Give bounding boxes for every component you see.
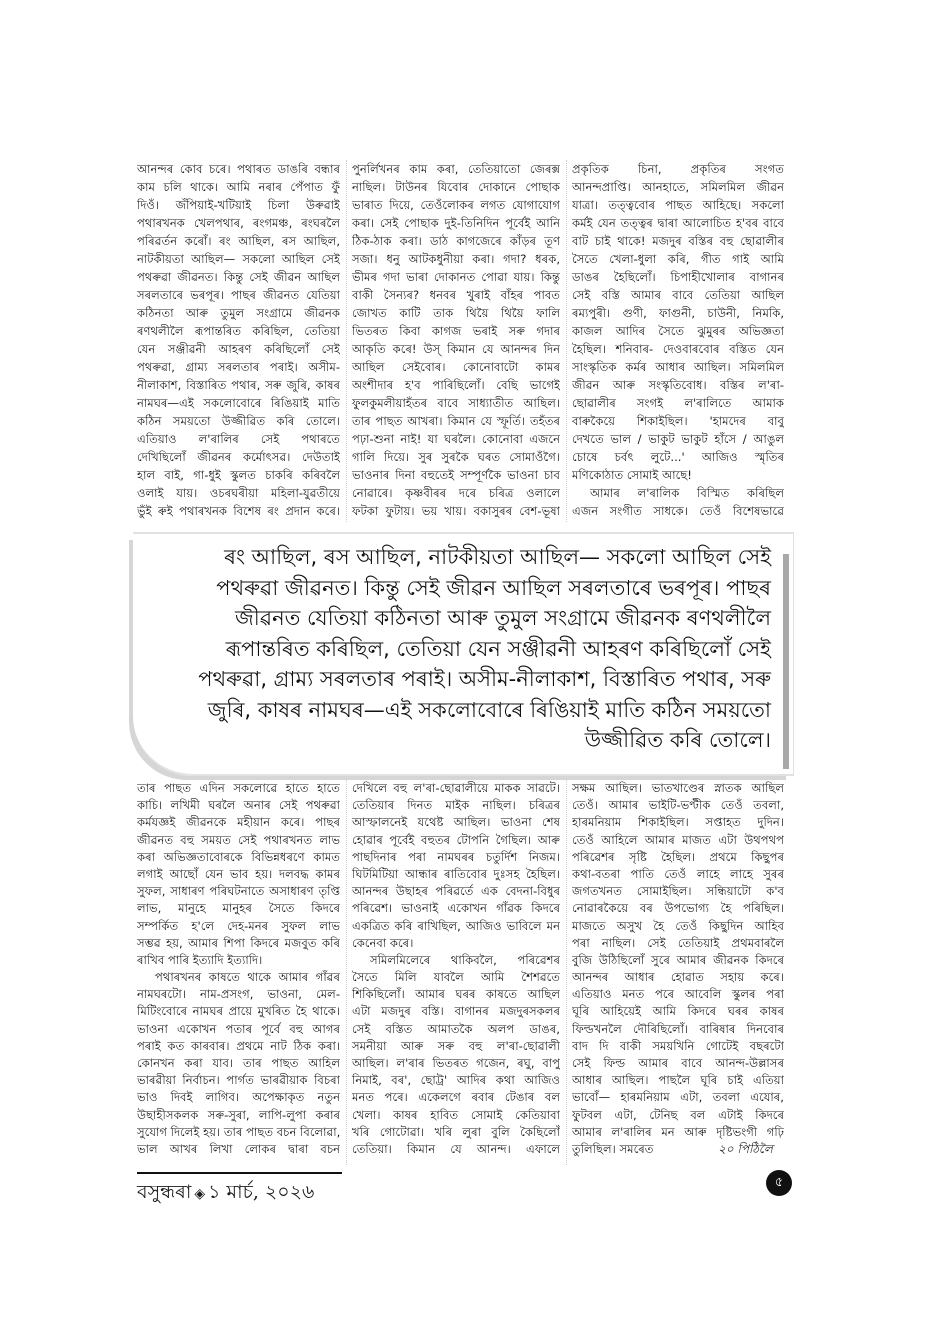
text-line: কেনেবা কৰে।	[352, 935, 414, 950]
text-line: ফিল্ডখনলৈ দৌৰিছিলোঁ। বাৰিষাৰ দিনবোৰ	[572, 1021, 784, 1036]
text-line: ভাওনা একোখন পতাৰ পূৰ্বে বহু আগৰ	[137, 1021, 340, 1036]
text-line: আস্ফালনেই যথেষ্ট আছিল। ভাওনা শেষ	[352, 815, 560, 830]
text-line: ভাৰৱীয়া নিৰ্বাচন। পাৰ্গত ভাৰৱীয়াক বিচৰা	[137, 1073, 340, 1088]
text-line: ঘিটমিটিয়া আন্ধাৰ ৰাতিবোৰ দুঃসহ হৈছিল।	[352, 866, 560, 881]
text-line: দিওঁ। জঁপিয়াই-খটিয়াই চিলা উৰুৱাই	[137, 198, 340, 212]
text-line: নিমাই, বৰ', ছোট্ৰ' আদিৰ কথা আজিও	[352, 1073, 560, 1088]
text-line: মিটিংবোৰে নামঘৰ প্ৰায়ে মুখৰিত হৈ থাকে।	[137, 1004, 340, 1019]
text-line: আছিল। ল'ৰাৰ ভিতৰত গজেন, ৰঘু, বাপু	[352, 1056, 560, 1070]
text-line: আনন্দপ্ৰাপ্তি। আনহাতে, সমিলমিল জীৱন	[572, 180, 784, 194]
text-line: হৈছিল। শনিবাৰ- দেওবাৰবোৰ বস্তিত যেন	[572, 342, 784, 356]
continued-on-page: ২০ পিঠিলৈ	[718, 1142, 773, 1156]
text-line: ঠিক-ঠাক কৰা। ডাঠ কাগজেৰে কাঁড়ৰ তূণ	[352, 234, 560, 248]
text-line: সৰলতাৰে ভৰপূৰ। পাছৰ জীৱনত যেতিয়া	[137, 288, 340, 302]
text-line: সজা। ধনু আটকধুনীয়া কৰা। গদা? ধৰক,	[352, 252, 560, 266]
pull-quote-line: পথৰুৱা জীৱনত। কিন্তু সেই জীৱন আছিল সৰলতাৰে ভৰপূৰ। পাছৰ	[216, 575, 771, 600]
text-line: ভীমৰ গদা ভাৰা দোকানত পোৱা যায়। কিন্তু	[352, 270, 560, 284]
magazine-name: বসুন্ধৰা	[137, 1181, 192, 1203]
text-line: উছাহীসকলক সৰু-সুৰা, লাপি-লুপা কৰাৰ	[137, 1107, 340, 1122]
text-line: পথৰুৱা জীৱনত। কিন্তু সেই জীৱন আছিল	[137, 270, 340, 284]
column-divider	[346, 160, 347, 522]
text-line: আকৃতি কৰে! উস্ কিমান যে আনন্দৰ দিন	[352, 342, 560, 356]
text-line: পথাৰখনৰ কাষতে থাকে আমাৰ গাঁৱৰ	[155, 970, 340, 985]
text-line: পুনৰ্লিখনৰ কাম কৰা, তেতিয়াতো জেৰক্স	[352, 162, 560, 176]
text-line: সেই বস্তি আমাৰ বাবে তেতিয়া আছিল	[572, 288, 784, 302]
text-line: ভাবোঁ— হাৰমনিয়াম এটা, তবলা এযোৰ,	[572, 1090, 784, 1105]
text-line: শিকিছিলোঁ। আমাৰ ঘৰৰ কাষতে আছিল	[352, 987, 560, 1002]
text-line: ছোৱালীৰ সংগই ল'ৰালিতে আমাক	[572, 396, 784, 410]
text-line: আমাৰ ল'ৰালিক বিস্মিত কৰিছিল	[590, 486, 784, 500]
text-line: ভাৰাত দিয়ে, তেওঁলোকৰ লগত যোগাযোগ	[352, 198, 560, 212]
text-line: মণিকোঠাত সোমাই আছে!	[572, 468, 692, 482]
text-line: সাংস্কৃতিক কৰ্মৰ আধাৰ আছিল। সমিলমিল	[572, 360, 784, 374]
top-column-3	[572, 160, 784, 520]
text-line: জগতখনত সোমাইছিল। সন্ধিয়াটো ক'ব	[572, 884, 784, 899]
text-line: ভাল আখৰ লিখা লোকৰ দ্বাৰা বচন	[137, 1141, 340, 1156]
text-line: ভাওনাৰ দিনা বহুতেই সম্পূৰ্ণকৈ ভাওনা চাব	[352, 468, 560, 482]
text-line: কাম চলি থাকে। আমি নৰাৰ পেঁপাত ফুঁ	[137, 180, 340, 194]
text-line: খৰি গোটোৱা। খৰি লুৰা বুলি কৈছিলোঁ	[352, 1124, 560, 1139]
text-line: পৰিৱেশ। ভাওনাই একোখন গাঁৱক কিদৰে	[352, 901, 560, 916]
text-line: আনন্দৰ কোব চৰে। পথাৰত ডাঙৰি বন্ধাৰ	[137, 162, 340, 176]
text-line: দেখিছিলোঁ জীৱনৰ কৰ্মোৎসৱ। দেউতাই	[137, 450, 340, 464]
text-line: নোৱাৰে। কৃষ্ণবীৰৰ দৰে চৰিত্ৰ ওলালে	[352, 486, 560, 500]
text-line: যাত্ৰা। তত্ত্ববোৰ পাছত আহিছে। সকলো	[572, 198, 784, 212]
text-line: হাল বাই, গা-ধুই স্কুলত চাকৰি কৰিবলৈ	[137, 468, 340, 482]
text-line: পৰিৱৰ্তন কৰোঁ। ৰং আছিল, ৰস আছিল,	[137, 234, 340, 248]
pull-quote-line: পথৰুৱা, গ্ৰাম্য সৰলতাৰ পৰাই। অসীম-নীলাকাশ, বিস্তাৰিত পথাৰ, সৰু	[198, 667, 771, 691]
text-line: জীৱন আৰু সংস্কৃতিবোধ। বস্তিৰ ল'ৰা-	[572, 378, 784, 392]
text-line: আনন্দৰ আধাৰ হোৱাত সহায় কৰে।	[572, 970, 784, 985]
text-line: বাদ দি বাকী সময়খিনি গোটেই বছৰটো	[572, 1038, 784, 1053]
pull-quote	[133, 532, 794, 776]
top-column-1	[137, 160, 340, 520]
text-line: অংশীদাৰ হ'ব পাৰিছিলোঁ। বেছি ভাগেই	[352, 378, 560, 392]
text-line: বুজি উঠিছিলোঁ সুৰে আমাৰ জীৱনক কিদৰে	[572, 952, 784, 967]
text-line: কৰ্মযজ্ঞই জীৱনকে মহীয়ান কৰে। পাছৰ	[137, 815, 340, 830]
text-line: তেওঁ। আমাৰ ভাইটি-ভণ্টীক তেওঁ তবলা,	[572, 798, 784, 813]
text-line: সৈতে খেলা-ধুলা কৰি, গীত গাই আমি	[572, 252, 784, 266]
text-line: সেই ফিল্ড আমাৰ বাবে আনন্দ-উল্লাসৰ	[572, 1056, 784, 1070]
text-line: সম্ভৱ হয়, আমাৰ শিপা কিদৰে মজবুত কৰি	[137, 935, 340, 950]
text-line: সুযোগ দিলেই হয়। তাৰ পাছত বচন বিলোৱা,	[137, 1124, 340, 1139]
top-column-2	[352, 160, 560, 520]
text-line: বাট চাই থাকে! মজদুৰ বস্তিৰ বহু ছোৱালীৰ	[572, 234, 784, 248]
text-line: কাজল আদিৰ সৈতে ঝুমুৰৰ অভিজ্ঞতা	[572, 324, 784, 338]
text-line: সৈতে মিলি যাবলৈ আমি শৈশৱতে	[352, 970, 560, 985]
pull-quote-line: ৰূপান্তৰিত কৰিছিল, তেতিয়া যেন সঞ্জীৱনী আহৰণ কৰিছিলোঁ সেই	[225, 636, 771, 661]
text-line: লাভ, মানুহে মানুহৰ সৈতে কিদৰে	[137, 901, 340, 916]
text-line: কাচি। লখিমী ঘৰলৈ অনাৰ সেই পথৰুৱা	[137, 798, 340, 813]
text-line: আমাৰ ল'ৰালিৰ মন আৰু দৃষ্টিভংগী গঢ়ি	[572, 1124, 784, 1139]
text-line: বাৰুকৈয়ে শিকাইছিল। 'হামদেৰ বাবু	[572, 414, 784, 428]
text-line: ডাঙৰ হৈছিলোঁ। চিপাহীখোলাৰ বাগানৰ	[572, 270, 784, 284]
text-line: পৰিৱেশৰ সৃষ্টি হৈছিল। প্ৰথমে কিছুপৰ	[572, 849, 784, 864]
text-line: নোৱাৰকৈয়ে বৰ উপভোগ্য হৈ পৰিছিল।	[572, 901, 784, 916]
text-line: ফুটবল এটা, টেনিছ বল এটাই কিদৰে	[572, 1107, 784, 1122]
text-line: নাছিল। টাউনৰ যিবোৰ দোকানে পোছাক	[352, 180, 560, 194]
text-line: নামঘৰ—এই সকলোবোৰে ৰিঙিয়াই মাতি	[137, 396, 340, 410]
text-line: কথা-বতৰা পাতি তেওঁ লাহে লাহে সুৰৰ	[572, 866, 784, 881]
text-line: কৰা। সেই পোছাক দুই-তিনিদিন পূৰ্বেই আনি	[352, 216, 560, 230]
text-line: ৰাখিব পাৰি ইত্যাদি ইত্যাদি।	[137, 952, 263, 967]
text-line: ৰম্যপুৰী। গুণী, ফাগুনী, চাউনী, নিমকি,	[572, 306, 784, 320]
text-line: পৰা নাছিল। সেই তেতিয়াই প্ৰথমবাৰলৈ	[572, 935, 784, 950]
text-line: তেতিয়া। কিমান যে আনন্দ। এফালে	[352, 1141, 560, 1156]
text-line: এতিয়াও ল'ৰালিৰ সেই পথাৰতে	[137, 432, 340, 446]
bottom-column-3	[572, 780, 784, 1158]
text-line: ভিতৰত কিবা কাগজ ভৰাই সৰু গদাৰ	[352, 324, 560, 338]
text-line: তাৰ পাছত এদিন সকলোৱে হাতে হাতে	[137, 781, 340, 795]
text-line: যেন সঞ্জীৱনী আহৰণ কৰিছিলোঁ সেই	[137, 342, 340, 356]
text-line: ৰণথলীলৈ ৰূপান্তৰিত কৰিছিল, তেতিয়া	[137, 324, 340, 338]
pull-quote-line: উজ্জীৱিত কৰি তোলে।	[584, 728, 771, 752]
text-line: সেই বস্তিত আমাতকৈ অলপ ডাঙৰ,	[352, 1021, 560, 1036]
diamond-icon: ◈	[194, 1186, 206, 1202]
text-line: এতিয়াও মনত পৰে আবেলি স্কুলৰ পৰা	[572, 987, 784, 1002]
text-line: আনন্দৰ উছাহৰ পৰিৱৰ্তে এক বেদনা-বিধুৰ	[352, 884, 560, 899]
text-line: আধাৰ আছিল। পাছলৈ ঘূৰি চাই এতিয়া	[572, 1073, 784, 1088]
bottom-column-1	[137, 780, 340, 1158]
text-line: মাজতে অসুখ হৈ তেওঁ কিছুদিন আহিব	[572, 918, 784, 933]
text-line: গালি দিয়ে। সুৰ সুৰকৈ ঘৰত সোমাওঁগৈ।	[352, 450, 560, 464]
text-line: পথাৰখনক খেলপথাৰ, ৰংগমঞ্চ, ৰংঘৰলৈ	[137, 216, 340, 230]
text-line: কঠিনতা আৰু তুমুল সংগ্ৰামে জীৱনক	[137, 306, 340, 320]
text-line: সমিলমিলেৰে থাকিবলৈ, পৰিৱেশৰ	[370, 952, 560, 967]
issue-date: ১ মাৰ্চ, ২০২৬	[208, 1181, 315, 1203]
text-line: লগাই আছোঁ যেন ভাব হয়। দলবদ্ধ কামৰ	[137, 866, 340, 881]
column-divider	[566, 780, 567, 1165]
text-line: ফুলকুমলীয়াহঁতৰ বাবে সাধ্যাতীত আছিল।	[352, 396, 560, 410]
text-line: তাৰ পাছত আখৰা। কিমান যে স্ফূৰ্তি। তহঁতৰ	[352, 414, 560, 428]
text-line: প্ৰকৃতিক চিনা, প্ৰকৃতিৰ সংগত	[572, 162, 784, 176]
text-line: চোষে চৰ্বৎ লুটে...' আজিও স্মৃতিৰ	[572, 450, 784, 464]
text-line: ফটকা ফুটায়। ভয় খায়। বকাসুৰৰ বেশ-ভূষা	[352, 504, 560, 518]
text-line: কৰা অভিজ্ঞতাবোৰকে বিভিন্নধৰণে কামত	[137, 849, 340, 864]
text-line: জোখত কাটি তাক থিয়ৈ থিয়ৈ ফালি	[352, 306, 560, 320]
text-line: ভাও দিবই লাগিব। অপেক্ষাকৃত নতুন	[137, 1090, 340, 1105]
text-line: পঢ়া-শুনা নাই! যা ঘৰলৈ। কোনোবা এজনে	[352, 432, 560, 446]
footer-rule	[137, 1172, 342, 1174]
text-line: দেখতে ভাল / ভাকুট ভাকুট হাঁসে / আঙুল	[572, 432, 784, 446]
bottom-column-2	[352, 780, 560, 1158]
pull-quote-line: জীৱনত যেতিয়া কঠিনতা আৰু তুমুল সংগ্ৰামে জীৱনক ৰণথলীলৈ	[234, 606, 771, 630]
text-line: কোনখন কৰা যাব। তাৰ পাছত আহিল	[137, 1056, 340, 1070]
text-line: নাটকীয়তা আছিল— সকলো আছিল সেই	[137, 252, 340, 266]
text-line: সক্ষম আছিল। ভাতখাণ্ডেৰ স্নাতক আছিল	[572, 781, 784, 795]
text-line: মনত পৰে। একেলগে ৰবাৰ টেঙাৰ বল	[352, 1090, 560, 1105]
text-line: ভুঁই ৰুই পথাৰখনক বিশেষ ৰং প্ৰদান কৰে।	[137, 504, 340, 518]
text-line: হাৰমনিয়াম শিকাইছিল। সপ্তাহত দুদিন।	[572, 815, 784, 830]
pull-quote-text	[141, 542, 771, 756]
pull-quote-line: ৰং আছিল, ৰস আছিল, নাটকীয়তা আছিল— সকলো আছিল সেই	[224, 545, 771, 569]
column-divider	[346, 780, 347, 1165]
text-line: তুলিছিল। সমৰেত	[572, 1141, 654, 1156]
text-line: সমনীয়া আৰু সৰু বহু ল'ৰা-ছোৱালী	[352, 1038, 560, 1053]
text-line: একত্ৰিত কৰি ৰাখিছিল, আজিও ভাবিলে মন	[352, 918, 560, 933]
text-line: নীলাকাশ, বিস্তাৰিত পথাৰ, সৰু জুৰি, কাষৰ	[137, 378, 340, 392]
text-line: সম্পৰ্কিত হ'লে দেহ-মনৰ সুফল লাভ	[137, 918, 340, 933]
text-line: তেওঁ আহিলে আমাৰ মাজত এটা উথপথপ	[572, 832, 784, 847]
pull-quote-line: জুৰি, কাষৰ নামঘৰ—এই সকলোবোৰে ৰিঙিয়াই মাতি কঠিন সময়তো	[207, 697, 771, 722]
text-line: আছিল সেইবোৰ। কোনোবাটো কামৰ	[352, 360, 560, 374]
text-line: পথৰুৱা, গ্ৰাম্য সৰলতাৰ পৰাই। অসীম-	[137, 360, 340, 374]
text-line: এজন সংগীত সাধকে। তেওঁ বিশেষভাৱে	[572, 504, 784, 518]
column-divider	[566, 160, 567, 522]
pull-quote-bar	[783, 554, 789, 769]
text-line: নামঘৰটো। নাম-প্ৰসংগ, ভাওনা, মেল-	[137, 987, 340, 1002]
text-line: পৰাই কত কাৰবাৰ। প্ৰথমে নাট ঠিক কৰা।	[137, 1038, 340, 1053]
text-line: খেলা। কাষৰ হাবিত সোমাই কেতিয়াবা	[352, 1107, 560, 1122]
text-line: কৰ্মই যেন তত্ত্বৰ দ্বাৰা আলোচিত হ'বৰ বাবে	[572, 216, 784, 230]
text-line: কঠিন সময়তো উজ্জীৱিত কৰি তোলে।	[137, 414, 340, 428]
text-line: দেখিলে বহু ল'ৰা-ছোৱালীয়ে মাকক সাৱটে।	[352, 781, 560, 795]
footer-masthead	[137, 1178, 314, 1210]
page-number: ৫	[766, 1170, 792, 1196]
text-line: বাকী সৈন্যৰ? ধনবৰ খুৰাই বাঁহৰ পাবত	[352, 288, 560, 302]
text-line: ঘূৰি আহিয়েই আমি কিদৰে ঘৰৰ কাষৰ	[572, 1004, 784, 1019]
text-line: সুফল, সাধাৰণ পৰিঘটনাতে অসাধাৰণ তৃপ্তি	[137, 884, 340, 899]
text-line: পাছদিনাৰ পৰা নামঘৰৰ চতুৰ্দিশ নিজম।	[352, 849, 560, 864]
text-line: এটা মজদুৰ বস্তি। বাগানৰ মজদুৰসকলৰ	[352, 1004, 560, 1019]
text-line: ওলাই যায়। ওচৰঘৰীয়া মহিলা-যুৱতীয়ে	[137, 486, 340, 500]
text-line: জীৱনত বহু সময়ত সেই পথাৰখনত লাভ	[137, 832, 340, 847]
text-line: তেতিয়াৰ দিনত মাইক নাছিল। চৰিত্ৰৰ	[352, 798, 560, 813]
text-line: হোৱাৰ পূৰ্বেই বহুতৰ টোপনি গৈছিল। আৰু	[352, 832, 560, 847]
